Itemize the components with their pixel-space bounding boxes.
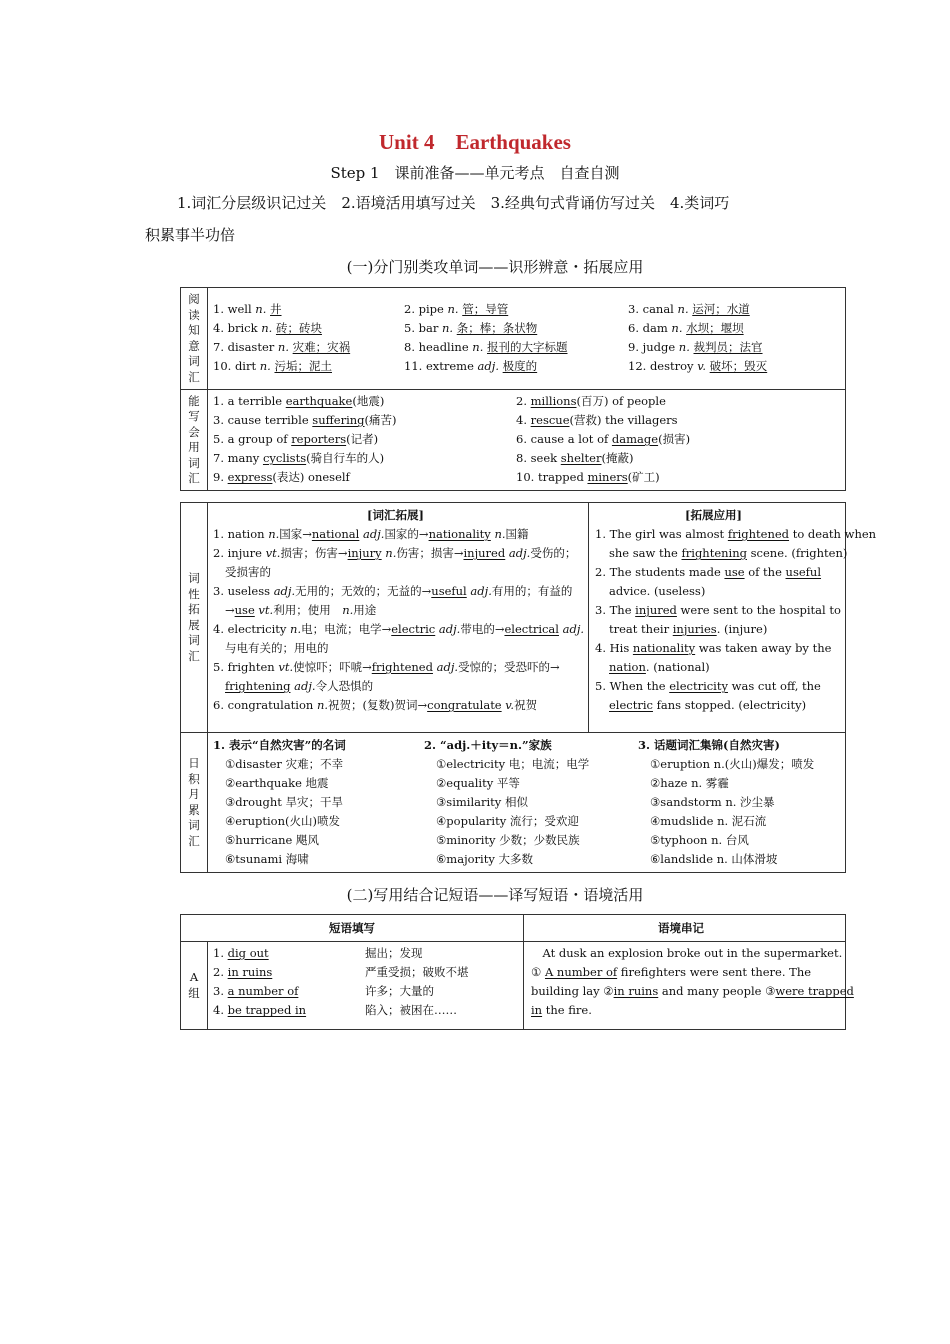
daily-item [424,793,589,812]
text-span: were sent to the hospital to [676,603,841,617]
answer: nationality [428,527,491,541]
answer: injury [347,546,382,560]
text-span: advice. (useless) [609,584,706,598]
part-of-speech: adj. [436,660,459,674]
text-span: and many people ③ [658,984,776,998]
expansion-line [213,601,584,620]
vocab-item [628,357,767,376]
vocab-item [213,468,397,487]
daily-col-1: 1. 表示“自然灾害”的名词 ①disaster 灾难；不幸 ②earthquake 地震 ③drought 旱灾；干旱 ④eruption(火山)喷发 ⑤hurricane 飓风 ⑥tsunami 海啸 [213,736,346,869]
text-span: 3. useless [213,584,274,598]
answer: frightened [727,527,790,541]
text-span: ③sandstorm n. 沙尘暴 [650,795,775,809]
text-span: ③similarity 相似 [436,795,528,809]
answer: 灾难；灾祸 [292,340,351,354]
text-span: 5. bar [404,321,442,335]
text-span: 令人恐惧的 [315,679,374,693]
context-line [531,1001,854,1020]
answer: use [234,603,255,617]
text-span: ①disaster 灾难；不幸 [225,757,344,771]
answer: frightened [371,660,433,674]
answer: 裁判员；法官 [693,340,763,354]
answer: 砖；砖块 [275,321,322,335]
reading-vocab-col-3 [628,300,767,376]
expansion-header-right: [拓展应用] [685,508,742,522]
text-span: was cut off, the [727,679,821,693]
text-span: ① [531,965,545,979]
part-of-speech: adj. [438,622,461,636]
group-label: A组 [188,970,200,1000]
context-answer: were trapped [775,984,854,998]
reading-vocab-col-1 [213,300,350,376]
daily-item [638,812,814,831]
text-span: → [225,603,235,617]
phrase-answer: a number of [227,984,299,998]
answer: electric [609,698,653,712]
text-span: 4. electricity [213,622,291,636]
answer: 条；棒；条状物 [456,321,538,335]
answer: miners [587,470,628,484]
text-span: 9. [213,470,228,484]
text-span: 伤害；损害→ [396,546,464,560]
answer: electricity [669,679,728,693]
text-span: 国家→ [279,527,312,541]
daily-item [424,831,589,850]
intro-line-2: 积累事半功倍 [145,226,236,244]
part-of-speech: n. [255,302,267,316]
daily-item [638,774,814,793]
vocab-item [404,338,568,357]
phrase-list [213,944,469,1020]
text-span: firefighters were sent there. The [617,965,812,979]
answer: electric [391,622,436,636]
text-span: 10. trapped [516,470,588,484]
answer: earthquake [285,394,353,408]
reading-vocab-label: 阅读知意词汇 [181,288,208,389]
vocab-item [213,357,350,376]
answer: 破坏；毁灭 [709,359,768,373]
text-span: 1. [213,946,228,960]
vocab-item [516,430,690,449]
answer: 污垢；泥土 [274,359,332,373]
part-of-speech: n. [447,302,459,316]
part-of-speech: vt. [258,603,274,617]
vocab-item [628,300,767,319]
writing-vocab-col-2 [516,392,690,487]
text-span: 7. disaster [213,340,278,354]
text-span: 有用的；有益的 [491,584,573,598]
context-line [531,963,854,982]
section-2-title: (二)写用结合记短语——译写短语・语境活用 [346,886,644,904]
daily-item [424,812,589,831]
text-span: 2. injure [213,546,266,560]
page-title: Unit 4 Earthquakes [379,130,571,154]
vocab-item [516,468,690,487]
daily-item [213,850,346,869]
text-span: 利用；使用 [273,603,343,617]
text-span: (百万) of people [576,394,666,408]
application-line [595,601,876,620]
text-span: treat their [609,622,673,636]
part-of-speech: n. [316,698,329,712]
part-of-speech: adj. [273,584,296,598]
text-span: (营救) the villagers [569,413,678,427]
text-span: 9. judge [628,340,679,354]
text-span: ②haze n. 雾霾 [650,776,729,790]
text-span: ③drought 旱灾；干旱 [225,795,344,809]
application-line [595,563,876,582]
phrase-answer: dig out [227,946,269,960]
text-span: ④eruption(火山)喷发 [225,814,340,828]
text-span: 国家的→ [384,527,429,541]
part-of-speech: n. [678,340,690,354]
text-span: 5. frighten [213,660,279,674]
text-span: ①eruption n.(火山)爆发；喷发 [650,757,815,771]
daily-item [213,774,346,793]
answer: nation [609,660,646,674]
text-span: 4. [213,1003,228,1017]
text-span: 3. canal [628,302,678,316]
vocab-item [516,411,690,430]
part-of-speech: adj. [362,527,385,541]
answer: useful [785,565,822,579]
vocab-item [213,319,350,338]
text-span: ⑤typhoon n. 台风 [650,833,749,847]
phrase-item [213,963,469,982]
text-span: ②equality 平等 [436,776,520,790]
answer: suffering [312,413,365,427]
expansion-header-left: [词汇拓展] [367,508,424,522]
text-span: 祝贺；(复数)贺词→ [328,698,428,712]
answer: 运河；水道 [692,302,750,316]
vocab-item [516,392,690,411]
text-span: (掩蔽) [601,451,634,465]
answer: frightening [681,546,747,560]
text-span: 1. The girl was almost [595,527,728,541]
text-span: At dusk an explosion broke out in the supermarket. [531,946,843,960]
part-of-speech: n. [472,340,484,354]
vocab-item [213,392,397,411]
text-span: was taken away by the [695,641,832,655]
application-line [595,582,876,601]
answer: cyclists [262,451,307,465]
expansion-line [213,582,584,601]
phrase-context [531,944,854,1020]
part-of-speech: n. [268,527,280,541]
text-span: ⑥majority 大多数 [436,852,534,866]
text-span: scene. (frighten) [747,546,848,560]
application-line [595,620,876,639]
answer: electrical [504,622,559,636]
phrase-table [180,914,854,1030]
application-line [595,525,876,544]
expansion-line [213,677,584,696]
context-answer: in ruins [613,984,659,998]
daily-item [213,831,346,850]
phrase-item [213,1001,457,1020]
text-span: 与电有关的；用电的 [225,641,329,655]
answer: 水坝；堰坝 [686,321,744,335]
part-of-speech: v. [505,698,515,712]
answer: injuries [672,622,717,636]
phrase-meaning: 掘出；发现 [365,946,423,960]
vocab-item [628,338,767,357]
text-span: 5. a group of [213,432,292,446]
text-span: (记者) [346,432,379,446]
vocab-item [404,319,568,338]
text-span: 1. a terrible [213,394,286,408]
text-span: 电；电流；电学→ [301,622,392,636]
text-span: ④mudslide n. 泥石流 [650,814,767,828]
expansion-line [213,525,584,544]
phrase-item [213,944,423,963]
daily-item [213,793,346,812]
part-of-speech: n. [494,527,506,541]
phrase-meaning: 严重受损；破败不堪 [365,965,469,979]
phrase-meaning: 许多；大量的 [365,984,434,998]
daily-item [213,755,346,774]
part-of-speech: n. [677,302,689,316]
vocab-item [213,411,397,430]
intro-line-1: 1.词汇分层级识记过关 2.语境活用填写过关 3.经典句式背诵仿写过关 4.类词巧 [177,194,730,212]
text-span: (矿工) [627,470,660,484]
part-of-speech: vt. [278,660,294,674]
text-span: 无用的；无效的；无益的→ [295,584,432,598]
text-span: (表达) oneself [272,470,350,484]
daily-item [424,850,589,869]
expansion-line [213,658,584,677]
vocab-table-1 [180,287,846,491]
text-span: 3. The [595,603,636,617]
text-span: 1. well [213,302,256,316]
text-span: fans stopped. (electricity) [652,698,807,712]
phrase-meaning: 陷入；被困在…… [365,1003,457,1017]
text-span: ⑥tsunami 海啸 [225,852,309,866]
part-of-speech: n. [342,603,354,617]
text-span: 7. many [213,451,263,465]
text-span: 2. [516,394,531,408]
answer: 极度的 [502,359,538,373]
text-span: 受损害的 [225,565,271,579]
text-span: 6. congratulation [213,698,317,712]
part-of-speech: adj. [477,359,499,373]
text-span: 6. dam [628,321,672,335]
answer: 管；导管 [462,302,509,316]
phrase-header-left: 短语填写 [329,921,375,935]
vocab-item [404,300,568,319]
answer: use [724,565,745,579]
text-span: 2. [213,965,228,979]
part-of-speech: adj. [294,679,316,693]
vocab-item [213,430,397,449]
daily-label: 日积月累词汇 [181,733,208,872]
text-span: ⑤minority 少数；少数民族 [436,833,580,847]
vocab-item [516,449,690,468]
daily-item [213,812,346,831]
vocab-item [628,319,767,338]
phrase-item [213,982,434,1001]
text-span: 带电的→ [460,622,505,636]
text-span: she saw the [609,546,682,560]
expansion-line [213,639,584,658]
text-span: 使惊吓；吓唬→ [293,660,372,674]
expansion-right [595,525,876,715]
answer: rescue [530,413,570,427]
part-of-speech: adj. [562,622,585,636]
step-heading: Step 1 课前准备——单元考点 自查自测 [330,164,620,182]
answer: injured [635,603,677,617]
text-span: 5. When the [595,679,670,693]
expansion-label: 词性拓展词汇 [181,503,208,732]
application-line [595,677,876,696]
answer: injured [463,546,506,560]
phrase-header-right: 语境串记 [658,921,704,935]
part-of-speech: n. [290,622,302,636]
part-of-speech: n. [442,321,454,335]
application-line [595,696,876,715]
expansion-line [213,620,584,639]
daily-item [424,774,589,793]
daily-item [638,755,814,774]
text-span: . (injure) [716,622,768,636]
part-of-speech: adj. [470,584,492,598]
answer: 报刊的大字标题 [487,340,568,354]
text-span: 4. [516,413,531,427]
expansion-left [213,525,584,715]
writing-vocab-col-1 [213,392,397,487]
part-of-speech: n. [259,359,271,373]
answer: express [227,470,273,484]
writing-vocab-label: 能写会用词汇 [181,390,208,490]
text-span: 4. brick [213,321,262,335]
answer: national [311,527,360,541]
text-span: (骑自行车的人) [306,451,385,465]
text-span: . (national) [645,660,710,674]
text-span: the fire. [542,1003,592,1017]
text-span: ①electricity 电；电流；电学 [436,757,590,771]
part-of-speech: n. [277,340,289,354]
vocab-item [213,449,397,468]
vocab-item [213,338,350,357]
vocab-item [213,300,350,319]
part-of-speech: n. [671,321,683,335]
answer: 井 [270,302,282,316]
text-span: to death when [789,527,877,541]
answer: frightening [225,679,291,693]
vocab-item [404,357,568,376]
expansion-line [213,544,584,563]
section-1-title: (一)分门别类攻单词——识形辨意・拓展应用 [346,258,644,276]
text-span: 2. The students made [595,565,725,579]
text-span: 国籍 [505,527,529,541]
vocab-table-2 [180,502,877,873]
context-line [531,944,854,963]
answer: useful [431,584,467,598]
answer: reporters [291,432,347,446]
daily-item [638,831,814,850]
answer: damage [611,432,659,446]
reading-vocab-col-2 [404,300,568,376]
text-span: of the [744,565,786,579]
text-span: 用途 [353,603,377,617]
text-span: ⑤hurricane 飓风 [225,833,319,847]
answer: shelter [560,451,602,465]
phrase-answer: in ruins [227,965,273,979]
context-line [531,982,854,1001]
context-answer: in [531,1003,543,1017]
text-span: 10. dirt [213,359,260,373]
context-answer: A number of [544,965,618,979]
text-span: 8. seek [516,451,561,465]
application-line [595,544,876,563]
text-span: 12. destroy [628,359,698,373]
text-span: 2. pipe [404,302,448,316]
daily-col-2: 2. “adj.＋ity＝n.”家族 ①electricity 电；电流；电学 ②equality 平等 ③similarity 相似 ④popularity 流行；受欢迎 ⑤minority 少数；少数民族 ⑥majority 大多数 [424,736,589,869]
text-span: (损害) [658,432,691,446]
text-span: (痛苦) [364,413,397,427]
text-span: building lay ② [531,984,614,998]
part-of-speech: v. [697,359,707,373]
text-span: 6. cause a lot of [516,432,612,446]
part-of-speech: n. [385,546,397,560]
application-line [595,639,876,658]
part-of-speech: adj. [508,546,531,560]
phrase-answer: be trapped in [227,1003,307,1017]
text-span: 祝贺 [514,698,538,712]
text-span: 8. headline [404,340,473,354]
text-span: 损害；伤害→ [280,546,348,560]
text-span: (地震) [352,394,385,408]
application-line [595,658,876,677]
text-span: ⑥landslide n. 山体滑坡 [650,852,778,866]
daily-col-3: 3. 话题词汇集锦(自然灾害) ①eruption n.(火山)爆发；喷发 ②haze n. 雾霾 ③sandstorm n. 沙尘暴 ④mudslide n. 泥石流 ⑤typhoon n. 台风 ⑥landslide n. 山体滑坡 [638,736,814,869]
daily-item [638,850,814,869]
text-span: 3. cause terrible [213,413,313,427]
answer: millions [530,394,577,408]
text-span: 受伤的； [530,546,577,560]
text-span: 受惊的；受恐吓的→ [458,660,560,674]
text-span: ④popularity 流行；受欢迎 [436,814,579,828]
text-span: 1. nation [213,527,269,541]
daily-item [638,793,814,812]
text-span: 3. [213,984,228,998]
expansion-line [213,563,584,582]
answer: nationality [632,641,696,655]
expansion-line [213,696,584,715]
part-of-speech: vt. [265,546,281,560]
text-span: ②earthquake 地震 [225,776,329,790]
part-of-speech: n. [261,321,273,335]
daily-item [424,755,589,774]
text-span: 4. His [595,641,633,655]
text-span: 11. extreme [404,359,478,373]
answer: congratulate [427,698,502,712]
